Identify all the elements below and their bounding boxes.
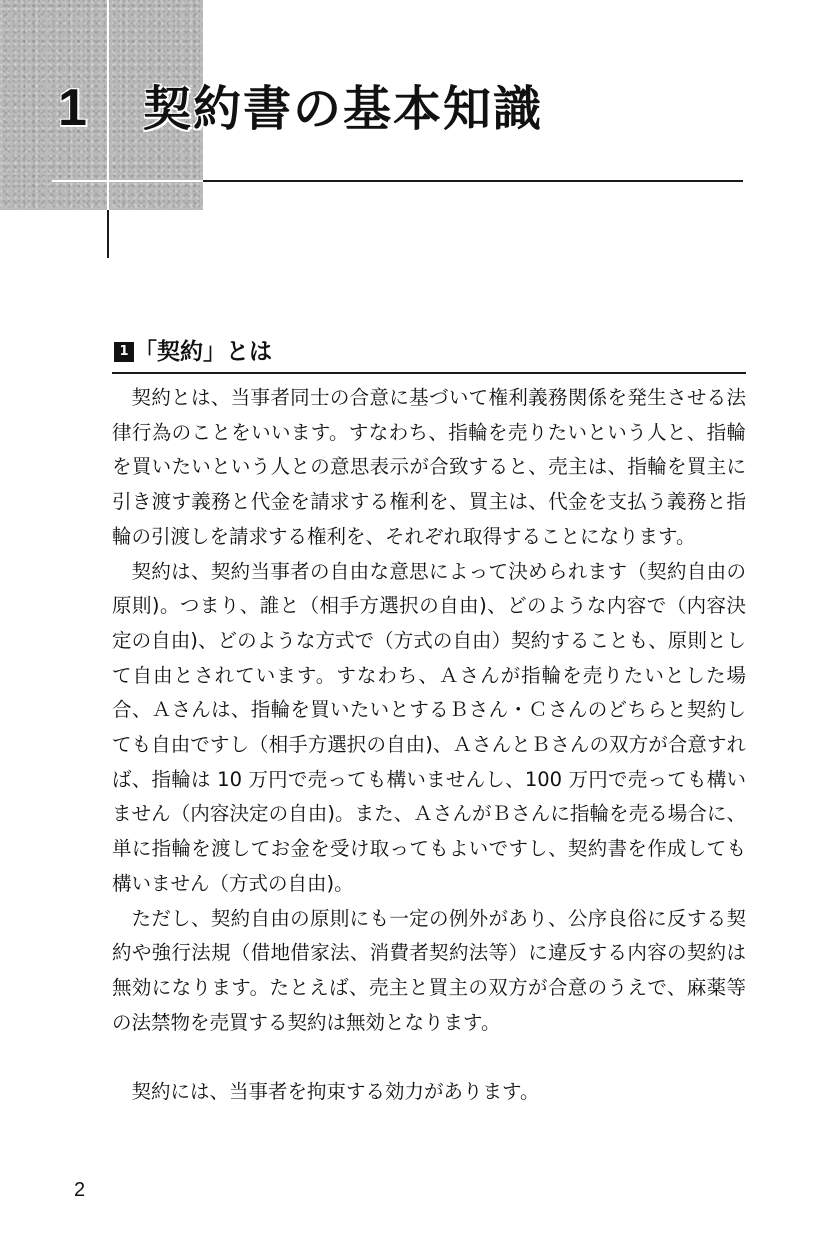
chapter-vertical-rule-extension <box>107 210 109 258</box>
paragraph-4: 契約には、当事者を拘束する効力があります。 <box>131 1080 540 1104</box>
chapter-horizontal-rule-inner <box>52 180 203 182</box>
chapter-horizontal-rule <box>203 180 743 182</box>
section-number-icon: 1 <box>114 342 134 362</box>
page-number: 2 <box>74 1179 86 1201</box>
paragraph-1: 契約とは、当事者同士の合意に基づいて権利義務関係を発生させる法律行為のことをいいます。すなわち、指輪を売りたいという人と、指輪を買いたいという人との意思表示が合致すると、売主は、指輪を買主に引き渡す義務と代金を請求する権利を、買主は、代金を支払う義務と指輪の引渡しを請求する権利を、それぞれ取得することになります。 <box>112 386 746 548</box>
body-text <box>112 381 746 1110</box>
paragraph-3: ただし、契約自由の原則にも一定の例外があり、公序良俗に反する契約や強行法規（借地借家法、消費者契約法等）に違反する内容の契約は無効になります。たとえば、売主と買主の双方が合意のうえで、麻薬等の法禁物を売買する契約は無効となります。 <box>112 906 746 1034</box>
paragraph-2: 契約は、契約当事者の自由な意思によって決められます（契約自由の原則)。つまり、誰と（相手方選択の自由)、どのような内容で（内容決定の自由)、どのような方式で（方式の自由）契約することも、原則として自由とされています。すなわち、Ａさんが指輪を売りたいとした場合、Ａさんは、指輪を買いたいとするＢさん・Ｃさんのどちらと契約しても自由ですし（相手方選択の自由)、ＡさんとＢさんの双方が合意すれば、指輪は 10 万円で売っても構いませんし、100 万円で売っても構いません（内容決定の自由)。また、ＡさんがＢさんに指輪を売る場合に、単に指輪を渡してお金を受け取ってもよいですし、契約書を作成しても構いません（方式の自由)。 <box>112 559 746 895</box>
section-title: 「契約」とは <box>134 339 272 365</box>
section-heading <box>112 338 746 374</box>
chapter-title: 契約書の基本知識 <box>143 81 544 137</box>
chapter-number: 1 <box>58 79 87 137</box>
